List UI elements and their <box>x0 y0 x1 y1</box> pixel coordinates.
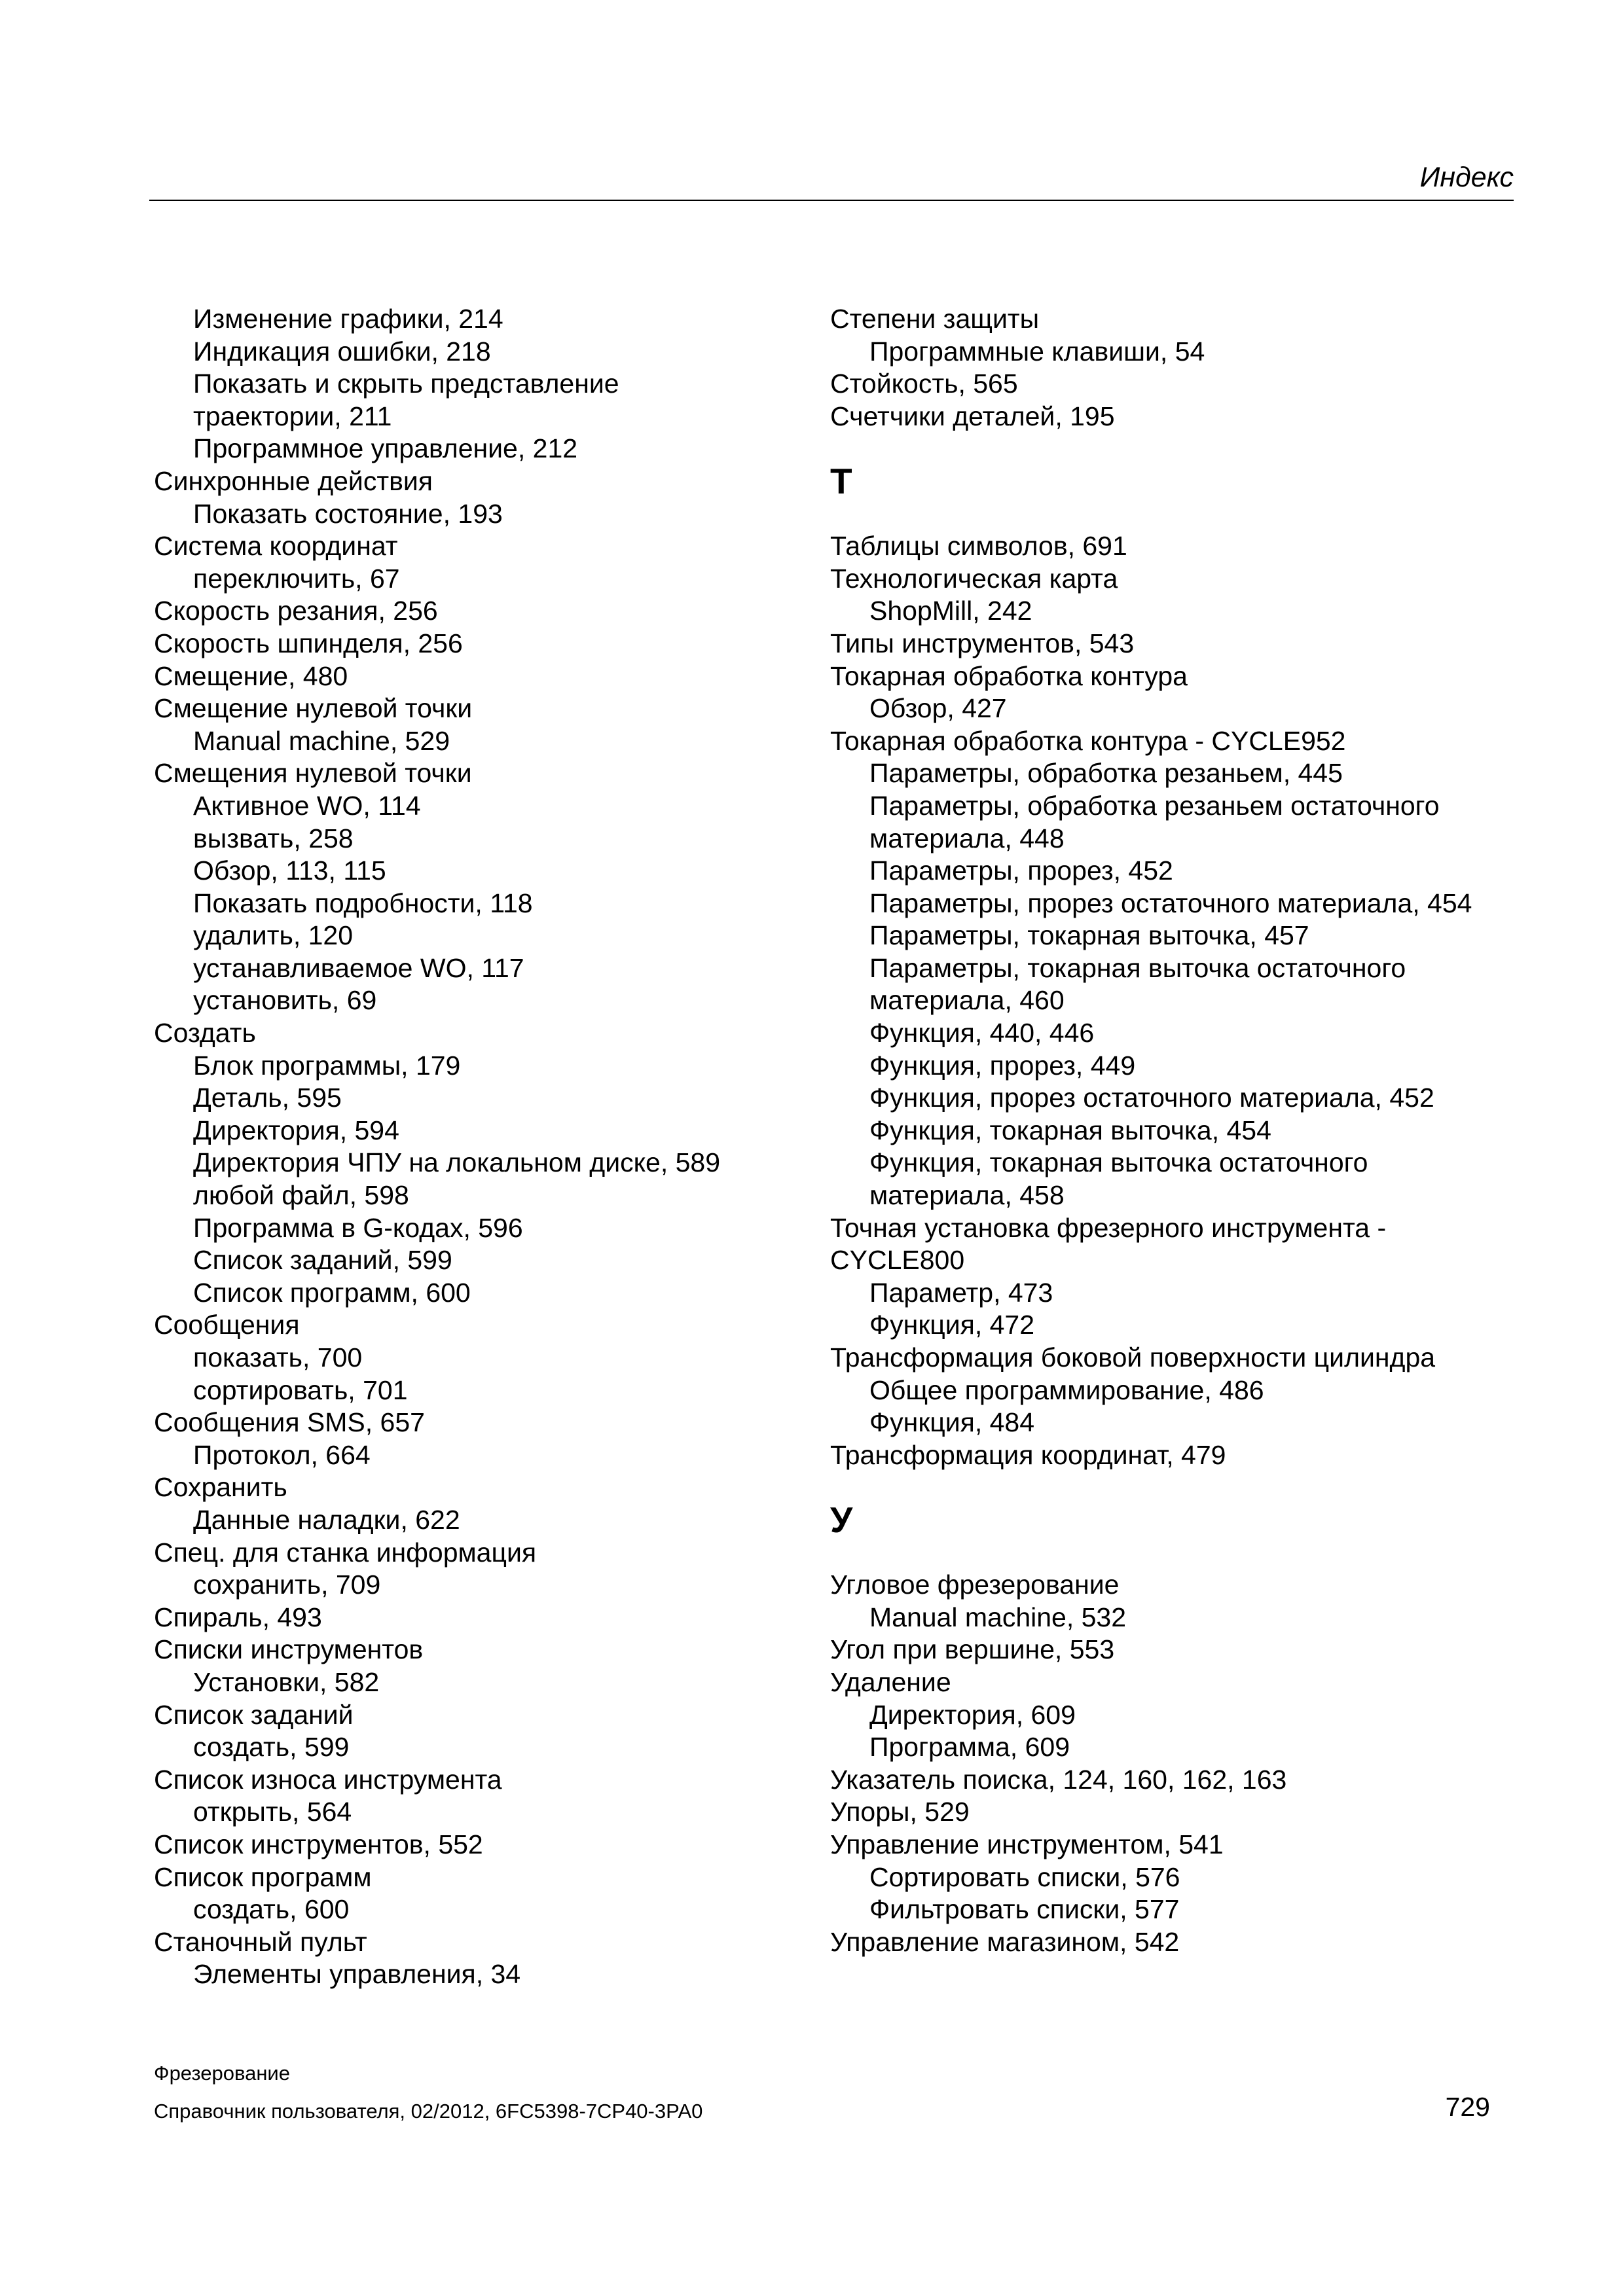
index-letter-heading: Т <box>830 461 852 502</box>
index-subentry: Директория, 609 <box>869 1699 1076 1730</box>
index-entry: Угловое фрезерование <box>830 1570 1120 1600</box>
index-subentry: Функция, 440, 446 <box>869 1018 1095 1049</box>
index-subentry: Функция, прорез, 449 <box>869 1050 1136 1081</box>
index-entry: Удаление <box>830 1666 951 1697</box>
index-entry: Степени защиты <box>830 304 1040 334</box>
index-entry: Списки инструментов <box>154 1634 424 1665</box>
index-entry: Сообщения <box>154 1310 300 1340</box>
index-subentry: Программное управление, 212 <box>193 433 578 464</box>
index-entry: Список износа инструмента <box>154 1764 502 1795</box>
index-subentry: Список заданий, 599 <box>193 1245 452 1276</box>
index-subentry: Параметры, токарная выточка, 457 <box>869 920 1309 951</box>
index-subentry: Сортировать списки, 576 <box>869 1861 1180 1892</box>
index-entry: Таблицы символов, 691 <box>830 531 1127 562</box>
index-subentry: Функция, 472 <box>869 1310 1035 1340</box>
index-entry: CYCLE800 <box>830 1245 965 1276</box>
index-subentry: Индикация ошибки, 218 <box>193 336 491 367</box>
index-subentry: создать, 599 <box>193 1732 350 1763</box>
index-subentry: Параметры, прорез остаточного материала, 454 <box>869 888 1472 918</box>
index-subentry: Общее программирование, 486 <box>869 1374 1264 1405</box>
index-column-right <box>830 303 1537 1958</box>
index-entry: Стойкость, 565 <box>830 368 1018 399</box>
index-subentry: переключить, 67 <box>193 563 400 594</box>
index-subentry: ShopMill, 242 <box>869 596 1032 626</box>
index-subentry: Обзор, 113, 115 <box>193 855 386 886</box>
index-subentry: сохранить, 709 <box>193 1570 381 1600</box>
index-subentry: Директория ЧПУ на локальном диске, 589 <box>193 1147 721 1178</box>
index-entry: Система координат <box>154 531 398 562</box>
page-number: 729 <box>1445 2092 1490 2122</box>
footer-document-title: Фрезерование <box>154 2062 290 2085</box>
index-subentry: Список программ, 600 <box>193 1277 471 1308</box>
index-subentry: Протокол, 664 <box>193 1439 371 1470</box>
index-subentry: Manual machine, 529 <box>193 725 450 756</box>
footer-document-info: Справочник пользователя, 02/2012, 6FC5398-7CP40-3PA0 <box>154 2100 703 2123</box>
index-entry: Скорость шпинделя, 256 <box>154 628 463 658</box>
index-subentry: Параметры, обработка резаньем остаточного <box>869 790 1440 821</box>
index-subentry: материала, 448 <box>869 823 1065 853</box>
index-entry: Типы инструментов, 543 <box>830 628 1135 658</box>
index-entry: Сообщения SMS, 657 <box>154 1407 425 1438</box>
page-header-title: Индекс <box>1419 162 1514 193</box>
index-entry: Список инструментов, 552 <box>154 1829 483 1859</box>
index-entry: Токарная обработка контура <box>830 660 1188 691</box>
index-subentry: Показать и скрыть представление <box>193 368 619 399</box>
index-subentry: сортировать, 701 <box>193 1374 408 1405</box>
index-entry: Управление инструментом, 541 <box>830 1829 1224 1859</box>
index-subentry: Обзор, 427 <box>869 693 1007 724</box>
index-subentry: Функция, 484 <box>869 1407 1035 1438</box>
index-subentry: Параметр, 473 <box>869 1277 1053 1308</box>
index-subentry: удалить, 120 <box>193 920 354 951</box>
index-entry: Технологическая карта <box>830 563 1118 594</box>
index-subentry: установить, 69 <box>193 985 377 1016</box>
index-entry: Счетчики деталей, 195 <box>830 401 1115 431</box>
index-entry: Упоры, 529 <box>830 1797 970 1827</box>
index-subentry: Параметры, обработка резаньем, 445 <box>869 758 1343 789</box>
index-subentry: Данные наладки, 622 <box>193 1504 460 1535</box>
index-entry: Указатель поиска, 124, 160, 162, 163 <box>830 1764 1287 1795</box>
index-subentry: вызвать, 258 <box>193 823 354 853</box>
index-subentry: Элементы управления, 34 <box>193 1959 521 1990</box>
index-subentry: устанавливаемое WO, 117 <box>193 952 524 983</box>
index-subentry: Параметры, токарная выточка остаточного <box>869 952 1406 983</box>
index-subentry: Программа, 609 <box>869 1732 1070 1763</box>
index-entry: Смещение нулевой точки <box>154 693 473 724</box>
index-entry: Создать <box>154 1018 256 1049</box>
index-entry: Угол при вершине, 553 <box>830 1634 1115 1665</box>
index-subentry: Показать состояние, 193 <box>193 498 503 529</box>
index-subentry: любой файл, 598 <box>193 1180 409 1211</box>
index-subentry: Manual machine, 532 <box>869 1602 1127 1632</box>
index-entry: Трансформация координат, 479 <box>830 1439 1226 1470</box>
index-subentry: Функция, токарная выточка, 454 <box>869 1115 1271 1145</box>
index-entry: Точная установка фрезерного инструмента - <box>830 1212 1387 1243</box>
index-entry: Спец. для станка информация <box>154 1537 537 1568</box>
index-subentry: создать, 600 <box>193 1894 350 1925</box>
index-letter-heading: У <box>830 1499 853 1541</box>
index-column-left <box>154 303 809 1991</box>
index-subentry: показать, 700 <box>193 1342 363 1372</box>
index-entry: Список программ <box>154 1861 372 1892</box>
index-subentry: траектории, 211 <box>193 401 392 431</box>
index-entry: Станочный пульт <box>154 1926 367 1957</box>
index-subentry: материала, 460 <box>869 985 1065 1016</box>
index-entry: Скорость резания, 256 <box>154 596 438 626</box>
index-entry: Управление магазином, 542 <box>830 1926 1180 1957</box>
index-entry: Список заданий <box>154 1699 354 1730</box>
index-subentry: Функция, прорез остаточного материала, 452 <box>869 1083 1434 1113</box>
index-subentry: Программные клавиши, 54 <box>869 336 1205 367</box>
index-entry: Трансформация боковой поверхности цилиндра <box>830 1342 1436 1373</box>
index-subentry: материала, 458 <box>869 1180 1065 1211</box>
index-entry: Токарная обработка контура - CYCLE952 <box>830 725 1346 756</box>
header-divider <box>149 200 1514 201</box>
index-subentry: открыть, 564 <box>193 1797 352 1827</box>
index-entry: Сохранить <box>154 1472 287 1503</box>
index-subentry: Показать подробности, 118 <box>193 888 533 918</box>
index-subentry: Установки, 582 <box>193 1666 380 1697</box>
index-subentry: Деталь, 595 <box>193 1083 342 1113</box>
index-subentry: Параметры, прорез, 452 <box>869 855 1173 886</box>
index-subentry: Программа в G-кодах, 596 <box>193 1212 523 1243</box>
index-subentry: Изменение графики, 214 <box>193 304 503 334</box>
index-entry: Синхронные действия <box>154 465 433 496</box>
index-entry: Смещение, 480 <box>154 660 348 691</box>
index-subentry: Активное WO, 114 <box>193 790 421 821</box>
index-entry: Спираль, 493 <box>154 1602 322 1632</box>
index-subentry: Фильтровать списки, 577 <box>869 1894 1180 1925</box>
index-subentry: Директория, 594 <box>193 1115 399 1145</box>
index-subentry: Блок программы, 179 <box>193 1050 461 1081</box>
index-subentry: Функция, токарная выточка остаточного <box>869 1147 1368 1178</box>
index-entry: Смещения нулевой точки <box>154 758 472 789</box>
